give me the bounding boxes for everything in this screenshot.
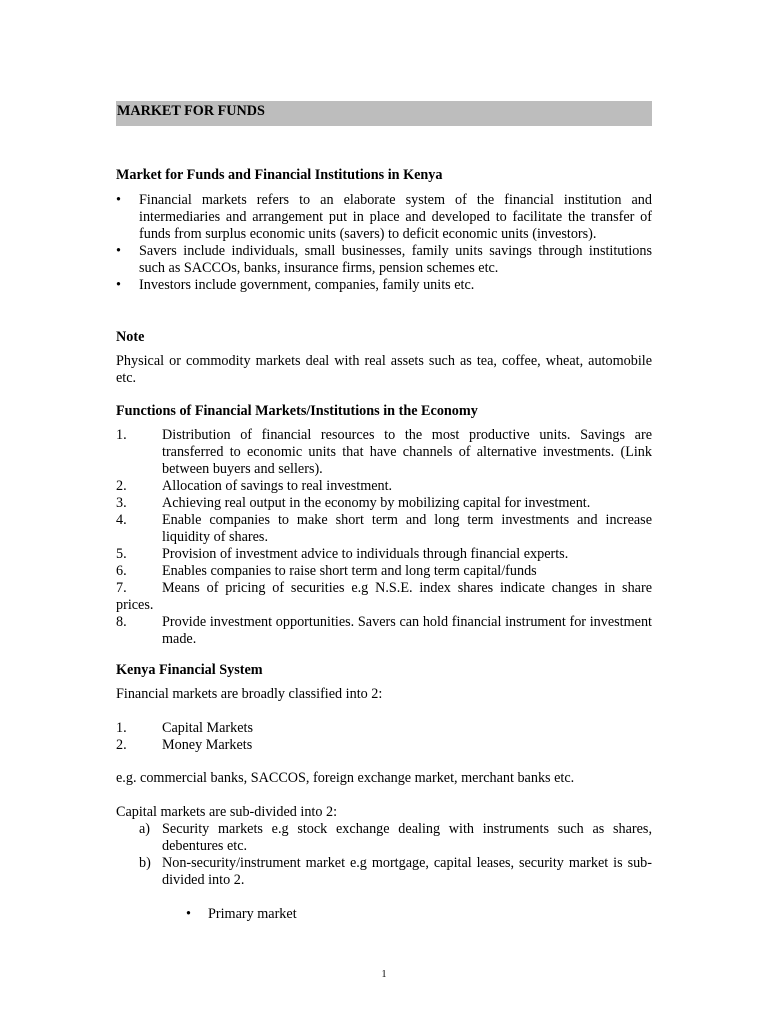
list-item: • Primary market: [186, 906, 297, 922]
list-item: 6. Enables companies to raise short term and long term capital/funds: [116, 563, 537, 579]
capital-intro: Capital markets are sub-divided into 2:: [116, 804, 338, 820]
list-item: 2. Money Markets: [116, 737, 253, 753]
functions-list: [116, 427, 652, 648]
list-item: b) Non-security/instrument market e.g mortgage, capital leases, security market is sub-divided into 2.: [139, 855, 652, 888]
bullet-icon: •: [116, 277, 121, 293]
capital-sublist: [116, 821, 652, 889]
page-title: MARKET FOR FUNDS: [117, 103, 265, 119]
functions-heading: Functions of Financial Markets/Institutions in the Economy: [116, 403, 478, 419]
list-item: 2. Allocation of savings to real investment.: [116, 478, 393, 494]
bullet-icon: •: [116, 192, 121, 208]
page-number: 1: [381, 969, 387, 980]
sub-bullet-list: [116, 906, 652, 923]
note-heading: Note: [116, 329, 145, 345]
list-item: 7. Means of pricing of securities e.g N.S.E. index shares indicate changes in share prices.: [116, 580, 652, 613]
bullet-icon: •: [186, 906, 191, 922]
section-heading-market-for-funds: Market for Funds and Financial Institutions in Kenya: [116, 167, 443, 183]
note-text: Physical or commodity markets deal with real assets such as tea, coffee, wheat, automobile etc.: [116, 353, 652, 386]
kenya-heading: Kenya Financial System: [116, 662, 263, 678]
list-item: 4. Enable companies to make short term and long term investments and increase liquidity of shares.: [116, 512, 652, 545]
title-bar: [116, 101, 652, 126]
kenya-intro: Financial markets are broadly classified into 2:: [116, 686, 383, 702]
list-item: • Financial markets refers to an elaborate system of the financial institution and intermediaries and arrangement put in place and developed to facilitate the transfer of funds from surplus economic units (savers) to deficit economic units (investors).: [116, 192, 652, 242]
list-item: • Investors include government, companies, family units etc.: [116, 277, 475, 293]
list-item: a) Security markets e.g stock exchange dealing with instruments such as shares, debentures etc.: [139, 821, 652, 854]
list-item: 1. Distribution of financial resources to the most productive units. Savings are transferred to economic units that have channels of alternative investments. (Link between buyers and sellers).: [116, 427, 652, 477]
section1-bullets: [116, 192, 652, 294]
list-item: 3. Achieving real output in the economy by mobilizing capital for investment.: [116, 495, 591, 511]
list-item: 5. Provision of investment advice to individuals through financial experts.: [116, 546, 569, 562]
kenya-list: [116, 720, 652, 754]
bullet-icon: •: [116, 243, 121, 259]
list-item: • Savers include individuals, small businesses, family units savings through institutions such as SACCOs, banks, insurance firms, pension schemes etc.: [116, 243, 652, 276]
list-item: 8. Provide investment opportunities. Savers can hold financial instrument for investment made.: [116, 614, 652, 647]
list-item: 1. Capital Markets: [116, 720, 254, 736]
kenya-example: e.g. commercial banks, SACCOS, foreign exchange market, merchant banks etc.: [116, 770, 575, 786]
